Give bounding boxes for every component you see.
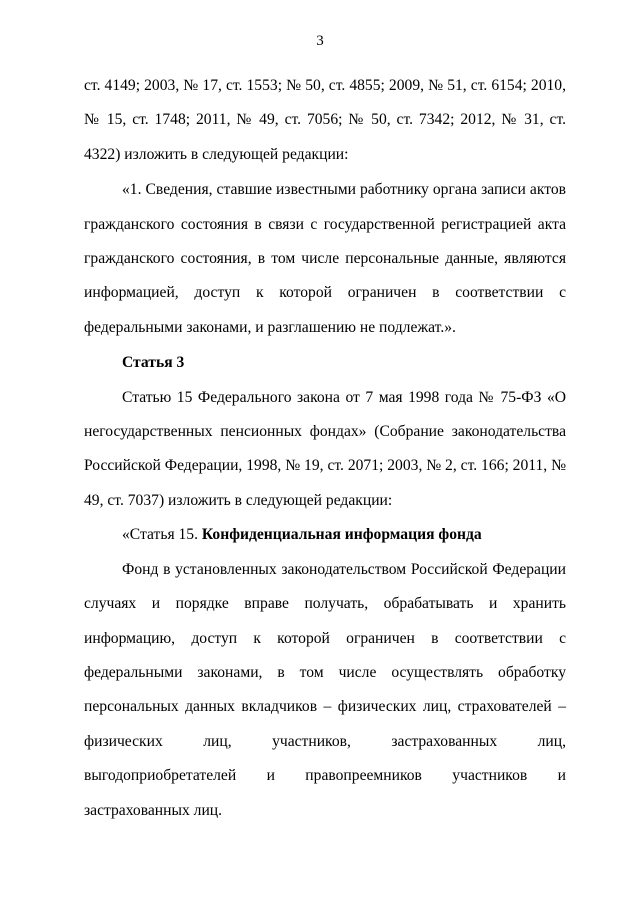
paragraph-citation-continuation: ст. 4149; 2003, № 17, ст. 1553; № 50, ст. 4855; 2009, № 51, ст. 6154; 2010, № 15, ст. 1748; 2011, № 49, ст. 7056; № 50, ст. 7342; 2012, № 31, ст. 4322) изложить в следующей редакции: — [84, 77, 566, 163]
page-number: 3 — [316, 33, 324, 49]
paragraph-quoted-clause: «1. Сведения, ставшие известными работнику органа записи актов гражданского состояния в связи с государственной регистрацией акта гражданского состояния, в том числе персональные данные, являются информацией, доступ к которой ограничен в соответствии с федеральными законами, и разглашению не подлежат.». — [84, 181, 566, 336]
article-heading: Статья 3 — [122, 354, 185, 372]
paragraph-article-title — [84, 518, 566, 552]
document-body — [84, 69, 566, 828]
paragraph-article-intro: Статью 15 Федерального закона от 7 мая 1998 года № 75-ФЗ «О негосударственных пенсионных фондах» (Собрание законодательства Российской Федерации, 1998, № 19, ст. 2071; 2003, № 2, ст. 166; 2011, № 49, ст. 7037) изложить в следующей редакции: — [84, 388, 566, 509]
article-title-bold: Конфиденциальная информация фонда — [201, 526, 482, 544]
paragraph-article-body: Фонд в установленных законодательством Российской Федерации случаях и порядке вправе получать, обрабатывать и хранить информацию, доступ к которой ограничен в соответствии с федеральными законами, в том числе осуществлять обработку персональных данных вкладчиков – физических лиц, страхователей – физических лиц, участников, застрахованных лиц, выгодоприобретателей и правопреемников участников и застрахованных лиц. — [84, 560, 566, 819]
article-title-prefix: «Статья 15. — [122, 526, 202, 544]
